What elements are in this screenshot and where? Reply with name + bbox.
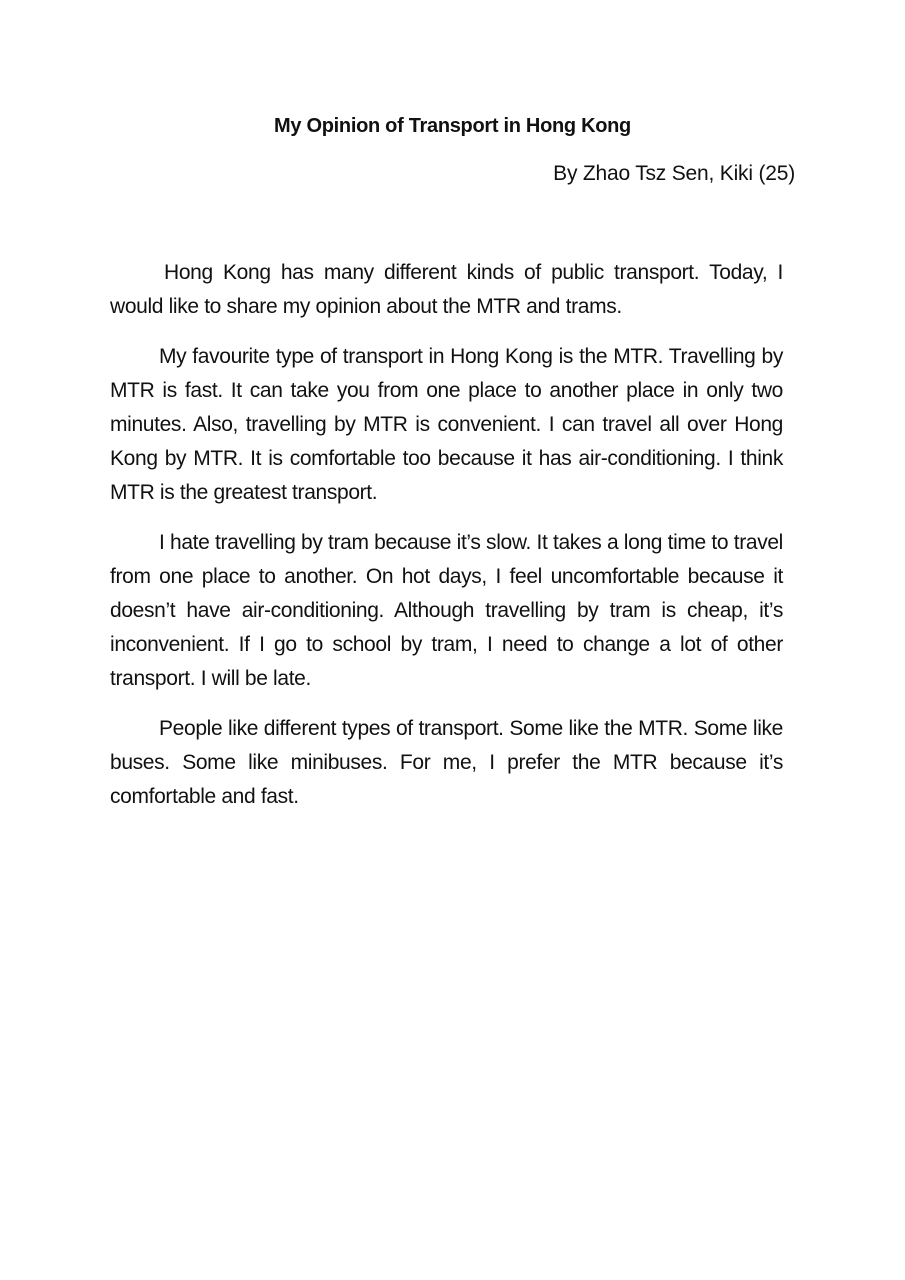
paragraph-conclusion: People like different types of transport. Some like the MTR. Some like buses. Some like minibuses. For me, I prefer the MTR because it’s comfortable and fast. [110,717,783,808]
document-title: My Opinion of Transport in Hong Kong [274,115,631,137]
author-byline: By Zhao Tsz Sen, Kiki (25) [553,162,795,185]
paragraph-intro: Hong Kong has many different kinds of public transport. Today, I would like to share my opinion about the MTR and trams. [110,261,783,318]
essay-body [110,256,783,830]
paragraph-mtr: My favourite type of transport in Hong Kong is the MTR. Travelling by MTR is fast. It can take you from one place to another place in only two minutes. Also, travelling by MTR is convenient. I can travel all over Hong Kong by MTR. It is comfortable too because it has air-conditioning. I think MTR is the greatest transport. [110,345,783,504]
paragraph-tram: I hate travelling by tram because it’s slow. It takes a long time to travel from one place to another. On hot days, I feel uncomfortable because it doesn’t have air-conditioning. Although travelling by tram is cheap, it’s inconvenient. If I go to school by tram, I need to change a lot of other transport. I will be late. [110,531,783,690]
